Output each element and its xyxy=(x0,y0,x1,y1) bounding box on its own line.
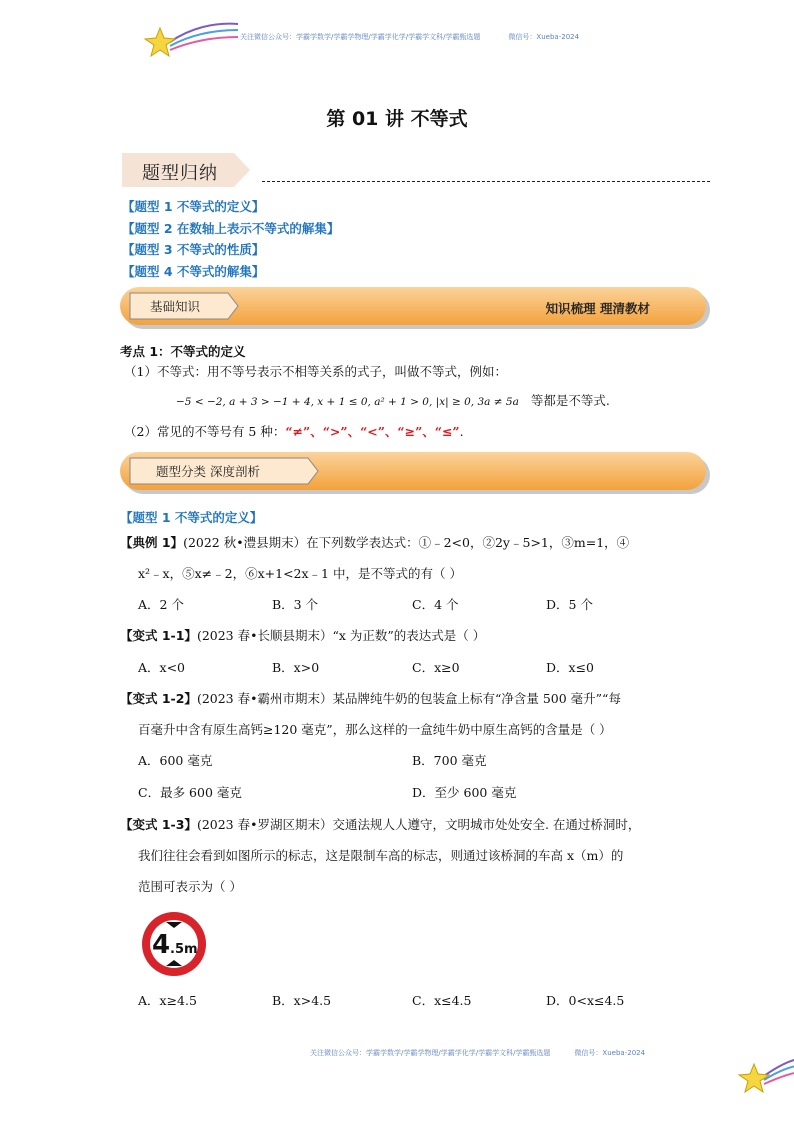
type-list-item[interactable]: 【题型 1 不等式的定义】 xyxy=(122,199,265,214)
kp-formula-line xyxy=(176,393,610,410)
height-limit-sign xyxy=(140,910,208,978)
variant12-line2: 百毫升中含有原生高钙≥120 毫克”，那么这样的一盒纯牛奶中原生高钙的含量是（ ） xyxy=(138,722,612,737)
kp-heading: 考点 1：不等式的定义 xyxy=(120,344,246,359)
option-d[interactable]: D．x≤0 xyxy=(546,660,594,675)
variant11-line1 xyxy=(120,628,485,644)
footer-text: 关注微信公众号：学霸学数学/学霸学物理/学霸学化学/学霸学文科/学霸甄选题 微信号：Xueba-2024 xyxy=(310,1049,646,1057)
option-a[interactable]: A．600 毫克 xyxy=(138,753,213,768)
type-list xyxy=(122,196,339,282)
banner-basic-knowledge xyxy=(120,285,712,331)
page-title: 第 01 讲 不等式 xyxy=(326,108,468,130)
type-list-item[interactable]: 【题型 2 在数轴上表示不等式的解集】 xyxy=(122,220,340,236)
sign-main-number: 4 xyxy=(152,930,171,960)
example1-label: 【典例 1】 xyxy=(120,535,184,550)
example1-line1 xyxy=(120,535,629,551)
kp-line2-end: . xyxy=(459,424,464,439)
type-list-item[interactable]: 【题型 3 不等式的性质】 xyxy=(122,242,265,257)
variant12-text: (2023 春•霸州市期末）某品牌纯牛奶的包装盒上标有“净含量 500 毫升”“每 xyxy=(196,691,621,706)
option-b[interactable]: B．700 毫克 xyxy=(412,753,487,768)
banner-right-text: 知识梳理 理清教材 xyxy=(545,301,650,316)
variant13-line3: 范围可表示为（ ） xyxy=(138,879,242,894)
sign-sub-text: .5m xyxy=(170,942,198,957)
star-logo-icon xyxy=(734,1054,794,1098)
option-a[interactable]: A．x≥4.5 xyxy=(138,993,197,1008)
option-b[interactable]: B．x>0 xyxy=(272,660,320,675)
example1-text: (2022 秋•澧县期末）在下列数学表达式：①﹣2<0，②2y﹣5>1，③m=1，④ xyxy=(183,535,630,550)
section-label: 题型归纳 xyxy=(142,163,218,184)
banner-tag: 题型分类 深度剖析 xyxy=(156,464,260,479)
kp-line2-pre: （2）常见的不等号有 5 种： xyxy=(124,424,286,439)
variant12-label: 【变式 1-2】 xyxy=(120,691,197,706)
option-d[interactable]: D．0<x≤4.5 xyxy=(546,993,625,1008)
variant13-text: (2023 春•罗湖区期末）交通法规人人遵守，文明城市处处安全. 在通过桥洞时， xyxy=(196,817,641,832)
dashed-divider xyxy=(262,181,710,182)
kp-line2 xyxy=(124,424,464,440)
option-c[interactable]: C．x≥0 xyxy=(412,660,460,675)
option-d[interactable]: D．5 个 xyxy=(546,597,593,612)
type1-heading: 【题型 1 不等式的定义】 xyxy=(120,510,263,525)
variant13-label: 【变式 1-3】 xyxy=(120,817,197,832)
option-d[interactable]: D．至少 600 毫克 xyxy=(412,785,517,800)
kp-formula: −5 < −2, a + 3 > −1 + 4, x + 1 ≤ 0, a² + 1 > 0, |x| ≥ 0, 3a ≠ 5a xyxy=(176,396,519,408)
option-b[interactable]: B．x>4.5 xyxy=(272,993,332,1008)
page-header xyxy=(140,20,660,60)
type-list-item[interactable]: 【题型 4 不等式的解集】 xyxy=(122,263,265,279)
option-c[interactable]: C．x≤4.5 xyxy=(412,993,472,1008)
header-text: 关注微信公众号：学霸学数学/学霸学物理/学霸学化学/学霸学文科/学霸甄选题 微信号：Xueba-2024 xyxy=(240,33,580,41)
example1-line2: x²﹣x，⑤x≠﹣2，⑥x+1<2x﹣1 中，是不等式的有（ ） xyxy=(138,566,462,581)
option-a[interactable]: A．x<0 xyxy=(138,660,186,675)
variant11-text: (2023 春•长顺县期末）“x 为正数”的表达式是（ ） xyxy=(196,628,486,643)
kp-line2-signs: “≠”、“>”、“<”、“≥”、“≤” xyxy=(285,424,460,439)
kp-formula-tail: 等都是不等式. xyxy=(530,393,610,408)
option-c[interactable]: C．4 个 xyxy=(412,597,459,612)
banner-type-classification xyxy=(120,450,712,496)
variant13-line2: 我们往往会看到如图所示的标志，这是限制车高的标志，则通过该桥洞的车高 x（m）的 xyxy=(138,848,624,863)
option-a[interactable]: A．2 个 xyxy=(138,597,184,612)
variant11-label: 【变式 1-1】 xyxy=(120,628,197,643)
kp-line1: （1）不等式：用不等号表示不相等关系的式子，叫做不等式，例如： xyxy=(124,364,507,379)
variant12-line1 xyxy=(120,691,621,707)
section-label-box xyxy=(122,153,250,187)
banner-tag: 基础知识 xyxy=(150,299,201,314)
height-limit-sign-icon xyxy=(140,910,208,978)
page-footer xyxy=(300,1040,794,1100)
option-b[interactable]: B．3 个 xyxy=(272,597,319,612)
option-c[interactable]: C．最多 600 毫克 xyxy=(138,785,242,800)
variant13-line1 xyxy=(120,817,640,833)
star-logo-icon xyxy=(140,20,240,60)
